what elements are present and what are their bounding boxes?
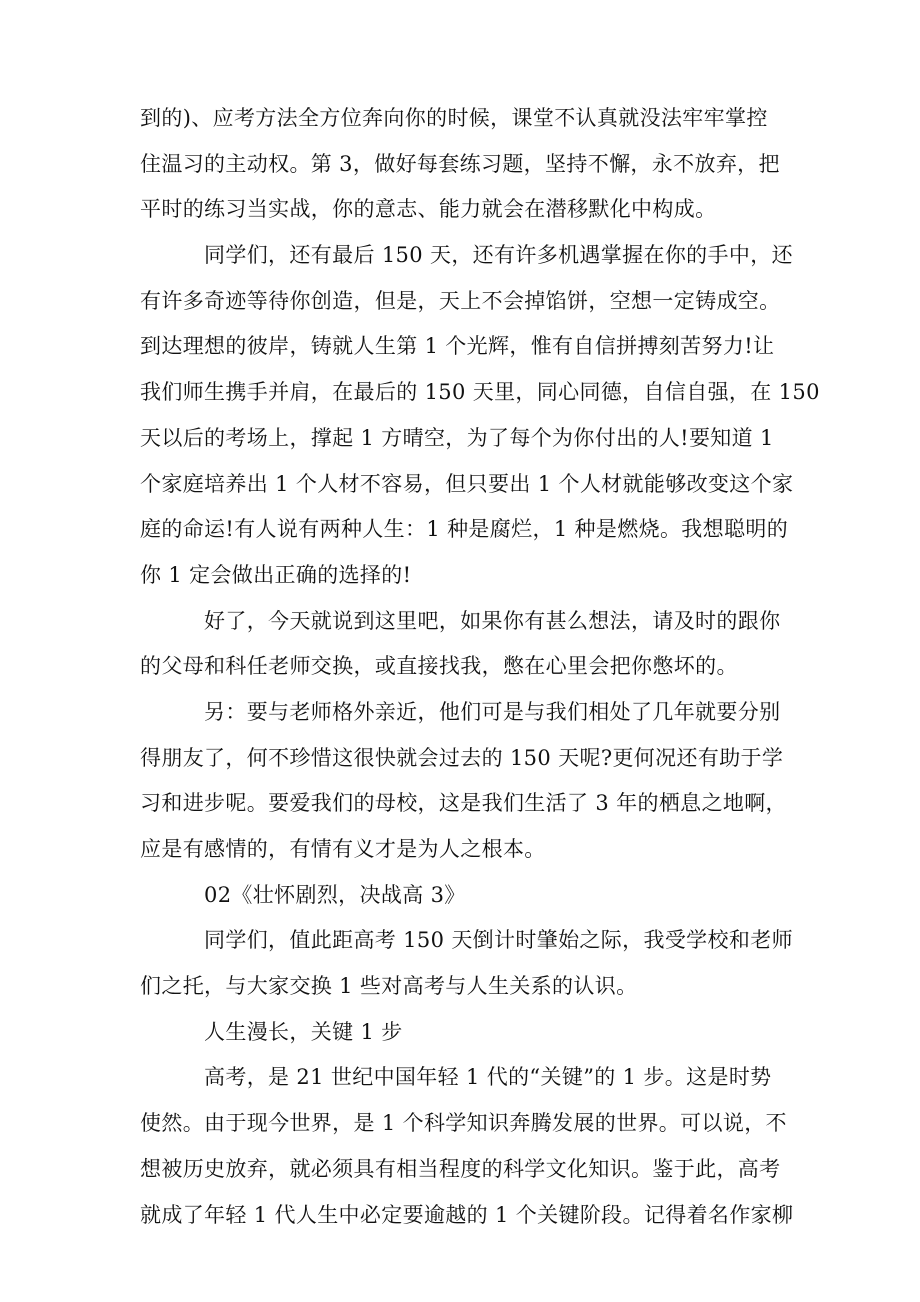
- text-line: 的父母和科任老师交换，或直接找我，憋在心里会把你憋坏的。: [140, 654, 738, 679]
- paragraph-start-line: 高考，是 21 世纪中国年轻 1 代的“关键”的 1 步。这是时势: [204, 1065, 772, 1090]
- paragraph-start-line: 同学们，值此距高考 150 天倒计时肇始之际，我受学校和老师: [204, 928, 793, 953]
- paragraph-start-line: 好了，今天就说到这里吧，如果你有甚么想法，请及时的跟你: [204, 608, 781, 633]
- text-line: 天以后的考场上，撑起 1 方晴空，为了每个为你付出的人!要知道 1: [140, 425, 774, 450]
- section-title: 02《壮怀剧烈，决战高 3》: [204, 882, 466, 907]
- text-line: 们之托，与大家交换 1 些对高考与人生关系的认识。: [140, 974, 638, 999]
- text-line: 应是有感情的，有情有义才是为人之根本。: [140, 837, 546, 861]
- paragraph-start-line: 另：要与老师格外亲近，他们可是与我们相处了几年就要分别: [204, 699, 781, 724]
- text-line: 习和进步呢。要爱我们的母校，这是我们生活了 3 年的栖息之地啊，: [140, 791, 787, 816]
- text-line: 得朋友了，何不珍惜这很快就会过去的 150 天呢?更何况还有助于学: [140, 745, 784, 770]
- text-line: 到的)、应考方法全方位奔向你的时候，课堂不认真就没法牢牢掌控: [140, 106, 768, 130]
- subheading: 人生漫长，关键 1 步: [204, 1019, 403, 1044]
- text-line: 庭的命运!有人说有两种人生：1 种是腐烂，1 种是燃烧。我想聪明的: [140, 517, 789, 542]
- text-line: 住温习的主动权。第 3，做好每套练习题，坚持不懈，永不放弃，把: [140, 151, 780, 176]
- document-body: [140, 96, 820, 1238]
- text-line: 个家庭培养出 1 个人材不容易，但只要出 1 个人材就能够改变这个家: [140, 471, 794, 496]
- text-line: 我们师生携手并肩，在最后的 150 天里，同心同德，自信自强，在 150: [140, 380, 820, 405]
- text-line: 你 1 定会做出正确的选择的!: [140, 562, 412, 587]
- text-line: 想被历史放弃，就必须具有相当程度的科学文化知识。鉴于此，高考: [140, 1156, 781, 1181]
- text-line: 平时的练习当实战，你的意志、能力就会在潜移默化中构成。: [140, 197, 717, 222]
- text-line: 就成了年轻 1 代人生中必定要逾越的 1 个关键阶段。记得着名作家柳: [140, 1202, 794, 1227]
- text-line: 到达理想的彼岸，铸就人生第 1 个光辉，惟有自信拼搏刻苦努力!让: [140, 334, 775, 359]
- paragraph-start-line: 同学们，还有最后 150 天，还有许多机遇掌握在你的手中，还: [204, 243, 793, 268]
- text-line: 有许多奇迹等待你创造，但是，天上不会掉馅饼，空想一定铸成空。: [140, 288, 781, 313]
- text-line: 使然。由于现今世界，是 1 个科学知识奔腾发展的世界。可以说，不: [140, 1111, 787, 1136]
